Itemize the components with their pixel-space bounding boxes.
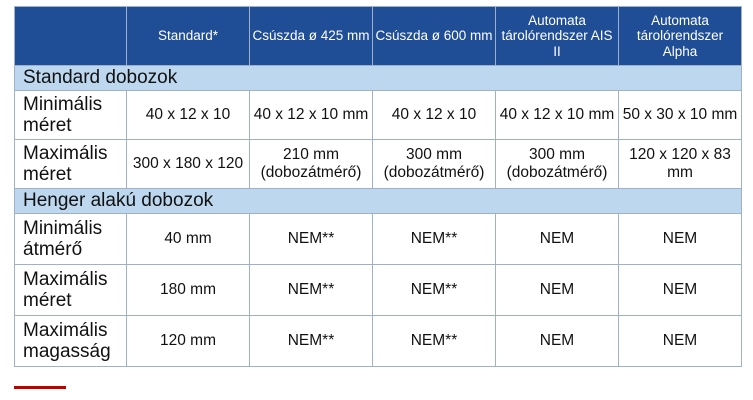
table-cell: 210 mm (dobozátmérő): [250, 140, 373, 189]
table-cell: NEM: [496, 265, 619, 316]
table-cell: NEM**: [250, 265, 373, 316]
table-cell: NEM: [619, 214, 742, 265]
table-cell: NEM: [496, 214, 619, 265]
table-cell: NEM: [619, 265, 742, 316]
table-cell: 180 mm: [127, 265, 250, 316]
header-row: [15, 7, 742, 66]
table-row: [15, 265, 742, 316]
row-label: Minimális átmérő: [15, 214, 127, 265]
table-cell: 40 x 12 x 10 mm: [496, 91, 619, 140]
header-chute-425: Csúszda ø 425 mm: [250, 7, 373, 66]
header-chute-600: Csúszda ø 600 mm: [373, 7, 496, 66]
table-cell: NEM**: [373, 316, 496, 367]
table-cell: NEM: [619, 316, 742, 367]
header-alpha: Automata tárolórendszer Alpha: [619, 7, 742, 66]
table-cell: NEM**: [250, 214, 373, 265]
section-title: Standard dobozok: [15, 66, 742, 91]
header-standard: Standard*: [127, 7, 250, 66]
table-cell: NEM**: [373, 265, 496, 316]
table-cell: 40 x 12 x 10: [127, 91, 250, 140]
row-label: Minimális méret: [15, 91, 127, 140]
table-row: [15, 91, 742, 140]
table-cell: 120 x 120 x 83 mm: [619, 140, 742, 189]
spec-table: [14, 6, 742, 367]
row-label: Maximális méret: [15, 140, 127, 189]
table-cell: 300 mm (dobozátmérő): [496, 140, 619, 189]
section-row-cylinder: [15, 189, 742, 214]
row-label: Maximális magasság: [15, 316, 127, 367]
table-row: [15, 214, 742, 265]
table-cell: 40 mm: [127, 214, 250, 265]
header-corner: [15, 7, 127, 66]
header-ais-ii: Automata tárolórendszer AIS II: [496, 7, 619, 66]
row-label: Maximális méret: [15, 265, 127, 316]
table-cell: 120 mm: [127, 316, 250, 367]
table-cell: 50 x 30 x 10 mm: [619, 91, 742, 140]
section-title: Henger alakú dobozok: [15, 189, 742, 214]
table-row: [15, 316, 742, 367]
table-cell: NEM**: [250, 316, 373, 367]
table-cell: 40 x 12 x 10 mm: [250, 91, 373, 140]
table-cell: NEM: [496, 316, 619, 367]
table-cell: 300 x 180 x 120: [127, 140, 250, 189]
table-cell: 40 x 12 x 10: [373, 91, 496, 140]
table-cell: 300 mm (dobozátmérő): [373, 140, 496, 189]
table-row: [15, 140, 742, 189]
accent-line: [14, 386, 66, 389]
table-cell: NEM**: [373, 214, 496, 265]
section-row-standard: [15, 66, 742, 91]
